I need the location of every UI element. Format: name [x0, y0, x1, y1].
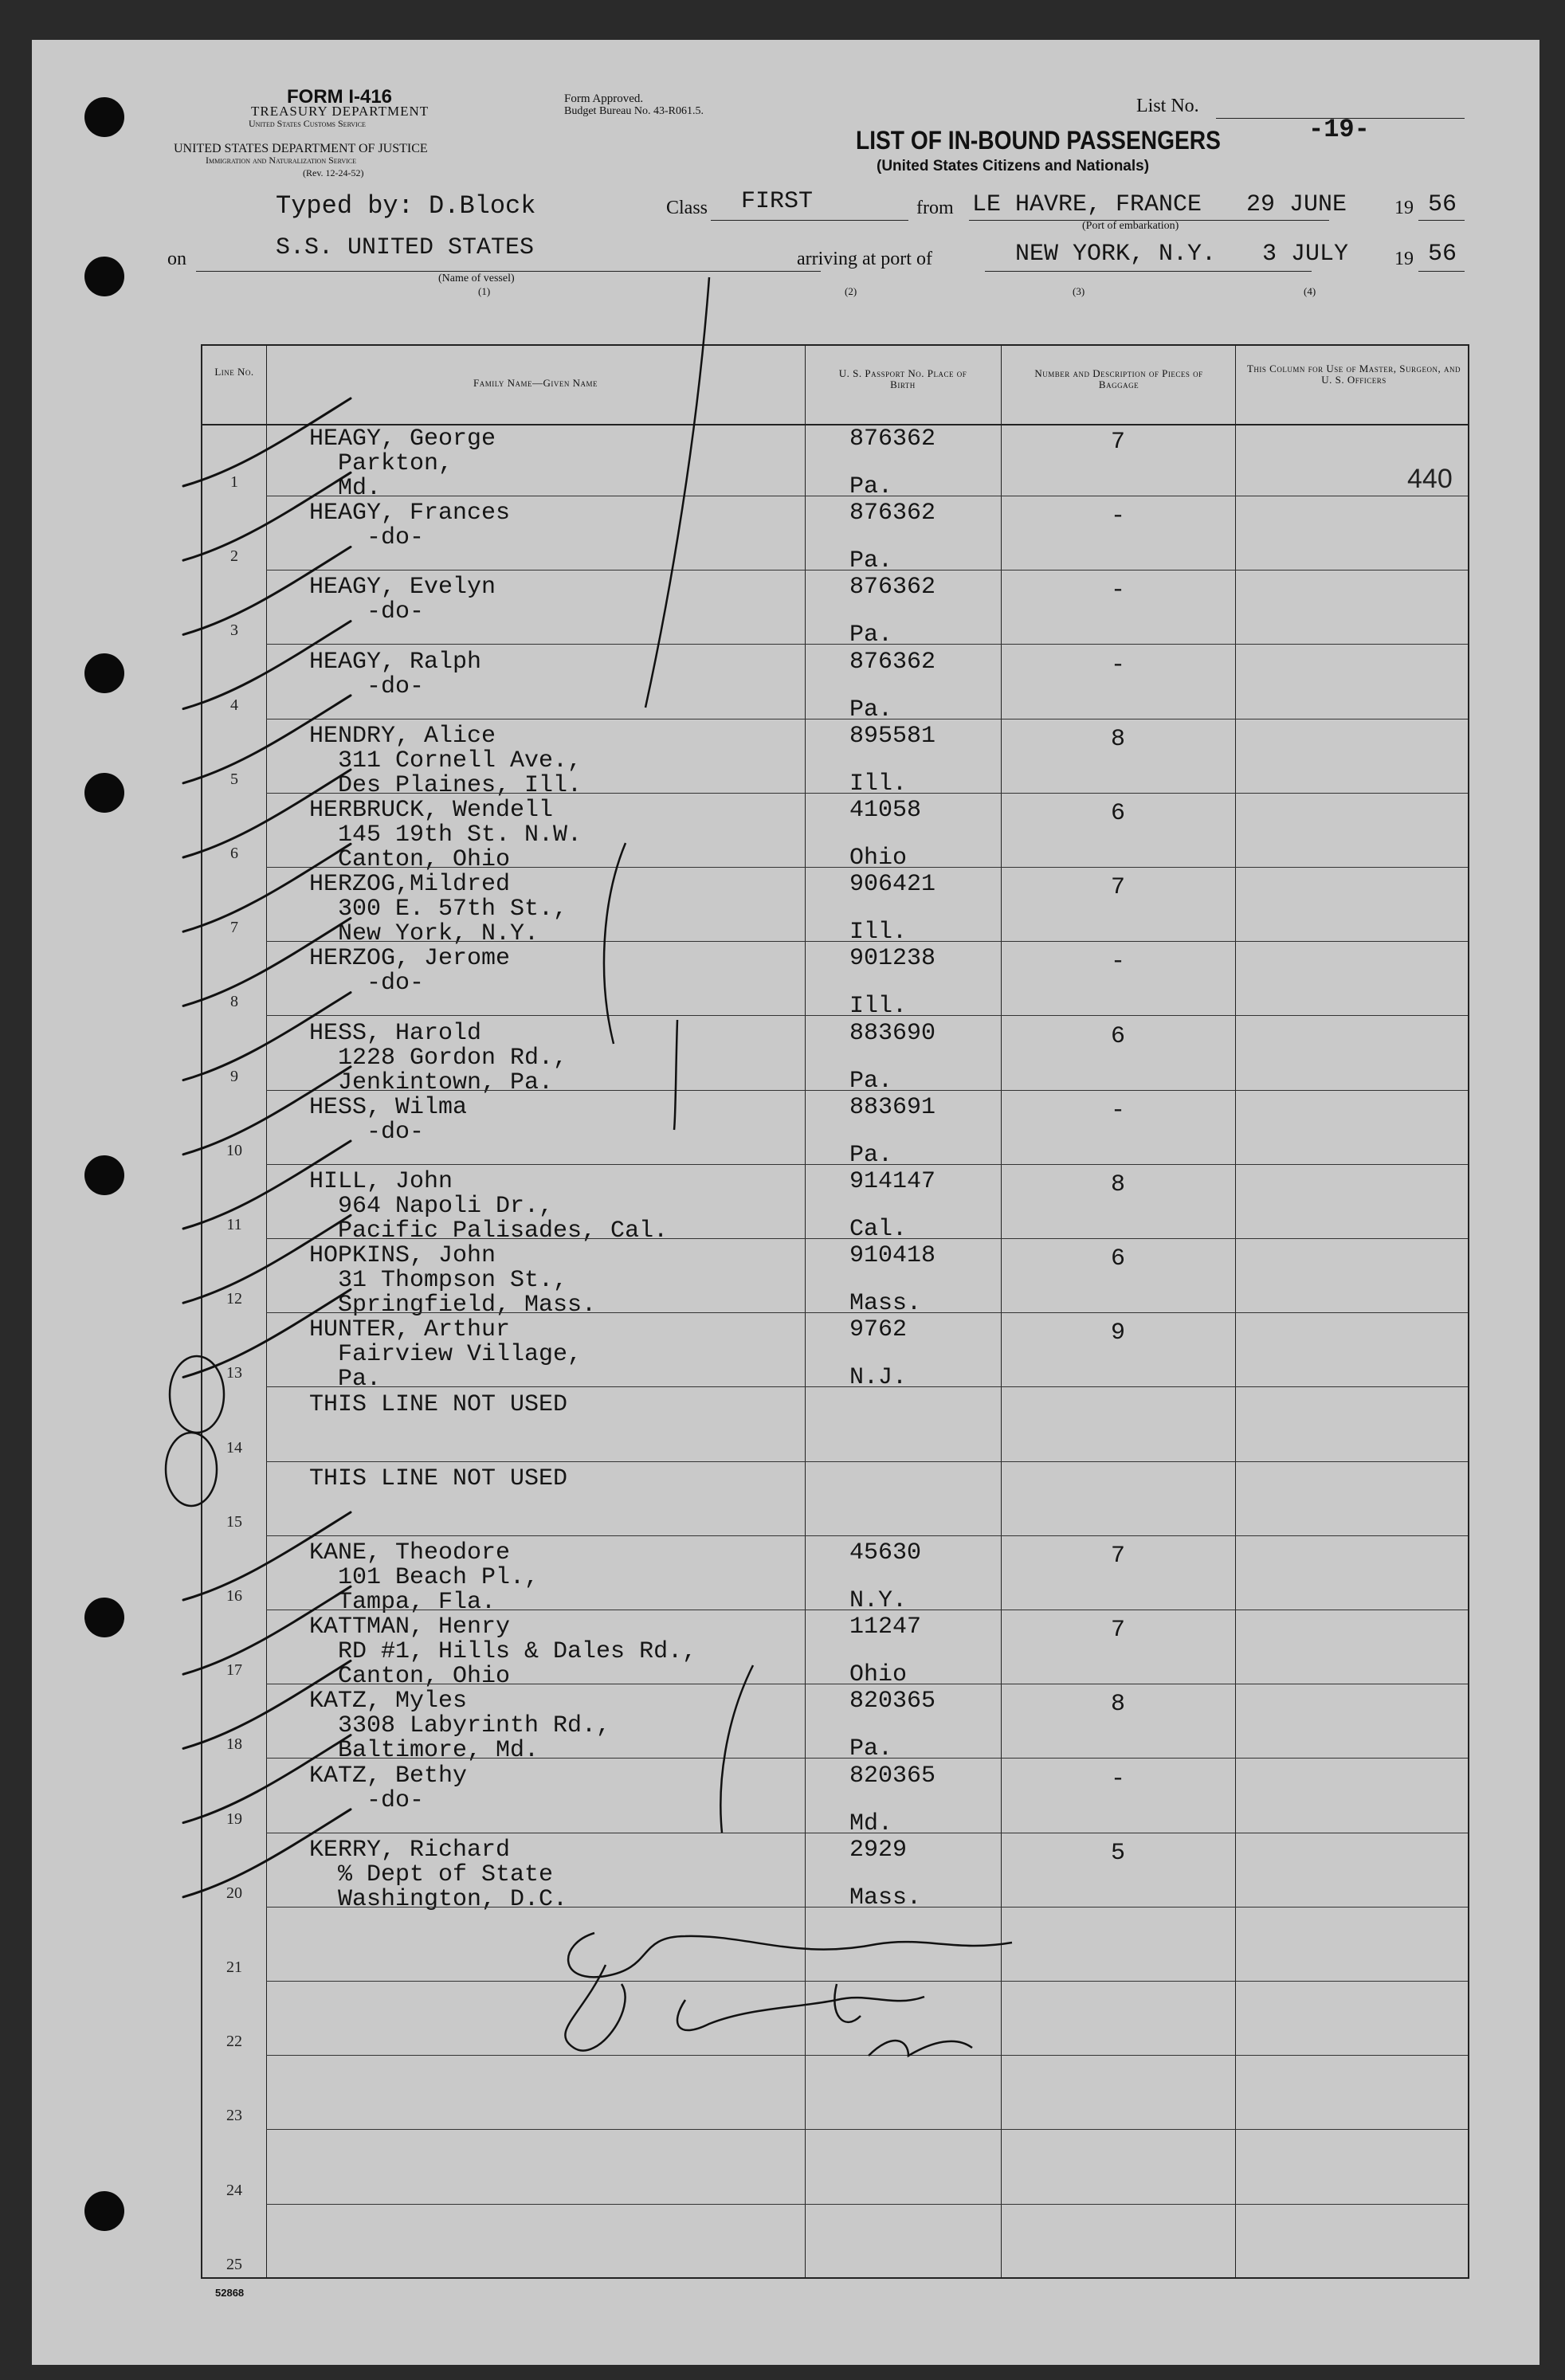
passenger-address: Baltimore, Md. [309, 1737, 539, 1765]
table-row [202, 2132, 1468, 2206]
passenger-name: THIS LINE NOT USED [309, 1464, 568, 1492]
table-row [202, 1464, 1468, 1538]
table-row [202, 1983, 1468, 2057]
list-title: LIST OF IN-BOUND PASSENGERS [856, 126, 1221, 155]
col-header-officers: This Column for Use of Master, Surgeon, and U. S. Officers [1246, 363, 1461, 386]
place-of-birth: Md. [849, 1810, 893, 1837]
revision: (Rev. 12-24-52) [303, 167, 364, 178]
line-number: 20 [226, 1884, 242, 1902]
place-of-birth: Ill. [849, 919, 908, 947]
passport-number: 2929 [849, 1836, 908, 1864]
line-number: 14 [226, 1438, 242, 1457]
line-number: 23 [226, 2107, 242, 2125]
line-number: 11 [226, 1216, 242, 1233]
passenger-name: KATZ, Myles [309, 1688, 468, 1715]
baggage-count: - [1111, 651, 1126, 679]
line-number: 1 [230, 473, 238, 491]
row-divider [266, 2129, 1468, 2130]
col-header-baggage: Number and Description of Pieces of Baggage [1034, 367, 1203, 390]
table-row [202, 1166, 1468, 1245]
passenger-address: Parkton, [309, 450, 453, 477]
binder-hole [84, 1598, 124, 1637]
table-row [202, 1761, 1468, 1835]
line-number: 15 [226, 1512, 242, 1531]
list-no-value: -19- [1308, 115, 1370, 144]
passenger-name: HENDRY, Alice [309, 722, 496, 750]
table-row [202, 2206, 1468, 2280]
row-divider [266, 793, 1468, 794]
passenger-address: 1228 Gordon Rd., [309, 1044, 568, 1072]
binder-hole [84, 97, 124, 137]
passenger-address: Jenkintown, Pa. [309, 1068, 554, 1096]
row-divider [266, 1461, 1468, 1462]
baggage-count: 6 [1111, 800, 1126, 827]
line-number: 4 [230, 696, 238, 714]
table-row [202, 2057, 1468, 2131]
line-number: 7 [230, 919, 238, 937]
passenger-address: Tampa, Fla. [309, 1589, 496, 1616]
line-number: 2 [230, 547, 238, 566]
binder-hole [84, 257, 124, 296]
col-num-3: (3) [1073, 285, 1085, 297]
baggage-count: 8 [1111, 1691, 1126, 1719]
table-row [202, 1612, 1468, 1691]
place-of-birth: Pa. [849, 1735, 893, 1763]
passenger-address: -do- [309, 970, 425, 998]
baggage-count: - [1111, 1765, 1126, 1793]
from-date: 29 JUNE [1246, 191, 1347, 218]
passport-number: 901238 [849, 945, 936, 973]
row-divider [266, 1312, 1468, 1313]
baggage-count: 7 [1111, 1617, 1126, 1645]
passenger-address: -do- [309, 672, 425, 700]
passenger-name: HESS, Wilma [309, 1093, 468, 1121]
table-row [202, 1092, 1468, 1169]
baggage-count: 8 [1111, 1171, 1126, 1198]
row-divider [266, 2055, 1468, 2056]
arrival-port: NEW YORK, N.Y. [1015, 241, 1217, 268]
row-divider [266, 1907, 1468, 1908]
passenger-address: -do- [309, 598, 425, 626]
row-divider [266, 941, 1468, 942]
passenger-address: Fairview Village, [309, 1341, 582, 1369]
passport-number: 41058 [849, 797, 922, 824]
passenger-address: 31 Thompson St., [309, 1267, 568, 1295]
table-row [202, 1390, 1468, 1464]
place-of-birth: Pa. [849, 1141, 893, 1169]
table-row [202, 1835, 1468, 1913]
arriving-label: arriving at port of [797, 249, 932, 269]
col-header-line-no: Line No. [214, 366, 254, 378]
row-divider [266, 1758, 1468, 1759]
passport-number: 11247 [849, 1613, 922, 1641]
col-num-2: (2) [845, 285, 857, 297]
passenger-address: Pa. [309, 1366, 382, 1394]
passenger-address: Canton, Ohio [309, 1663, 511, 1691]
row-divider [266, 1090, 1468, 1091]
passenger-address: 3308 Labyrinth Rd., [309, 1712, 611, 1740]
place-of-birth: Mass. [849, 1290, 922, 1318]
passenger-address: Md. [309, 475, 382, 502]
line-number: 17 [226, 1661, 242, 1680]
passenger-table [201, 344, 1469, 2279]
baggage-count: - [1111, 503, 1126, 531]
passenger-name: KERRY, Richard [309, 1836, 511, 1864]
col-header-passport: U. S. Passport No. Place of Birth [838, 367, 967, 390]
form-approved: Form Approved. [564, 92, 644, 105]
table-row [202, 1315, 1468, 1394]
ins-service: Immigration and Naturalization Service [206, 155, 357, 166]
table-row [202, 498, 1468, 575]
line-number: 3 [230, 621, 238, 640]
place-of-birth: Pa. [849, 1067, 893, 1095]
passenger-address: RD #1, Hills & Dales Rd., [309, 1638, 697, 1666]
line-number: 19 [226, 1810, 242, 1828]
line-number: 16 [226, 1587, 242, 1605]
table-row [202, 1686, 1468, 1765]
table-row [202, 1241, 1468, 1319]
baggage-count: - [1111, 1096, 1126, 1124]
place-of-birth: Pa. [849, 621, 893, 649]
from-label: from [916, 198, 954, 218]
passport-number: 906421 [849, 871, 936, 899]
passenger-name: HEAGY, Ralph [309, 648, 482, 676]
passenger-name: KATTMAN, Henry [309, 1613, 511, 1641]
binder-hole [84, 1155, 124, 1195]
line-number: 10 [226, 1141, 242, 1159]
passenger-address: 311 Cornell Ave., [309, 747, 582, 774]
from-year-prefix: 19 [1394, 198, 1414, 218]
passport-number: 883691 [849, 1093, 936, 1121]
class-label: Class [666, 198, 708, 218]
place-of-birth: Mass. [849, 1884, 922, 1911]
line-number: 25 [226, 2255, 242, 2273]
line-number: 6 [230, 845, 238, 862]
arrival-date: 3 JULY [1262, 241, 1349, 268]
baggage-count: 6 [1111, 1022, 1126, 1050]
line-number: 13 [226, 1364, 242, 1382]
line-number: 21 [226, 1959, 242, 1976]
row-divider [266, 1238, 1468, 1239]
place-of-birth: Pa. [849, 696, 893, 723]
passenger-address: -do- [309, 1786, 425, 1814]
footer-code: 52868 [215, 2287, 245, 2299]
port-of-embarkation-caption: (Port of embarkation) [1082, 220, 1179, 232]
vessel-name: S.S. UNITED STATES [276, 234, 535, 261]
line-number: 22 [226, 2033, 242, 2051]
passport-number: 820365 [849, 1762, 936, 1790]
place-of-birth: Pa. [849, 473, 893, 500]
row-divider [266, 644, 1468, 645]
row-divider [266, 2204, 1468, 2205]
passenger-name: HESS, Harold [309, 1019, 482, 1047]
passenger-name: HERZOG, Jerome [309, 945, 511, 973]
passenger-name: KATZ, Bethy [309, 1762, 468, 1790]
passenger-name: THIS LINE NOT USED [309, 1390, 568, 1418]
baggage-count: 6 [1111, 1245, 1126, 1273]
vessel-caption: (Name of vessel) [438, 273, 515, 284]
table-row [202, 424, 1468, 502]
passenger-address: 964 Napoli Dr., [309, 1193, 554, 1220]
passenger-address: Des Plaines, Ill. [309, 771, 582, 799]
place-of-birth: Pa. [849, 547, 893, 575]
table-row [202, 647, 1468, 721]
budget-bureau: Budget Bureau No. 43-R061.5. [564, 105, 704, 117]
row-divider [266, 867, 1468, 868]
row-divider [266, 1164, 1468, 1165]
row-divider [266, 1015, 1468, 1016]
line-number: 5 [230, 770, 238, 788]
passport-number: 895581 [849, 722, 936, 750]
binder-hole [84, 653, 124, 693]
baggage-count: 9 [1111, 1319, 1126, 1347]
line-number: 8 [230, 993, 238, 1011]
passport-number: 876362 [849, 500, 936, 527]
baggage-count: 7 [1111, 874, 1126, 902]
typed-by: Typed by: D.Block [276, 191, 536, 221]
form-sheet [32, 40, 1540, 2365]
passenger-name: HEAGY, Frances [309, 500, 511, 527]
binder-hole [84, 773, 124, 813]
passport-number: 910418 [849, 1242, 936, 1270]
list-no-label: List No. [1136, 96, 1199, 116]
passport-number: 45630 [849, 1539, 922, 1566]
line-number: 18 [226, 1735, 242, 1754]
passenger-address: Washington, D.C. [309, 1885, 568, 1913]
passenger-address: Canton, Ohio [309, 846, 511, 873]
baggage-count: 8 [1111, 725, 1126, 753]
passport-number: 876362 [849, 648, 936, 676]
passenger-address: 145 19th St. N.W. [309, 821, 582, 849]
passenger-address: Springfield, Mass. [309, 1292, 597, 1319]
baggage-count: - [1111, 577, 1126, 605]
table-row [202, 1538, 1468, 1616]
line-number: 24 [226, 2181, 242, 2199]
passenger-address: % Dept of State [309, 1860, 554, 1888]
baggage-count: - [1111, 948, 1126, 976]
customs-service: United States Customs Service [249, 118, 366, 129]
place-of-birth: N.J. [849, 1364, 908, 1392]
passenger-address: New York, N.Y. [309, 920, 539, 948]
place-of-birth: Ill. [849, 993, 908, 1021]
place-of-birth: Ill. [849, 770, 908, 798]
baggage-count: 5 [1111, 1839, 1126, 1867]
line-number: 12 [226, 1290, 242, 1308]
on-label: on [167, 249, 186, 269]
form-id: FORM I-416 [287, 86, 393, 108]
passport-number: 914147 [849, 1168, 936, 1195]
row-divider [266, 1386, 1468, 1387]
place-of-birth: Ohio [849, 845, 908, 872]
row-divider [266, 1981, 1468, 1982]
table-row [202, 943, 1468, 1021]
table-row [202, 795, 1468, 873]
passenger-name: HEAGY, Evelyn [309, 574, 496, 602]
table-row [202, 1018, 1468, 1096]
passport-number: 876362 [849, 425, 936, 453]
row-divider [266, 1535, 1468, 1536]
passenger-name: KANE, Theodore [309, 1539, 511, 1566]
passenger-name: HUNTER, Arthur [309, 1316, 511, 1344]
table-row [202, 869, 1468, 948]
passenger-name: HOPKINS, John [309, 1242, 496, 1270]
justice-dept: UNITED STATES DEPARTMENT OF JUSTICE [174, 142, 428, 155]
table-row [202, 721, 1468, 799]
table-row [202, 572, 1468, 649]
passenger-name: HEAGY, George [309, 425, 496, 453]
passport-number: 820365 [849, 1688, 936, 1715]
passport-number: 9762 [849, 1316, 908, 1344]
table-row [202, 1909, 1468, 1983]
binder-hole [84, 2191, 124, 2231]
passenger-name: HERBRUCK, Wendell [309, 797, 554, 824]
passport-number: 876362 [849, 574, 936, 602]
passenger-address: Pacific Palisades, Cal. [309, 1217, 669, 1245]
place-of-birth: Ohio [849, 1661, 908, 1689]
officer-annotation: 440 [1407, 464, 1453, 494]
passenger-name: HERZOG,Mildred [309, 871, 511, 899]
class-value: FIRST [741, 188, 814, 215]
from-port: LE HAVRE, FRANCE [972, 191, 1202, 218]
place-of-birth: N.Y. [849, 1587, 908, 1614]
baggage-count: 7 [1111, 1543, 1126, 1570]
passenger-address: -do- [309, 1118, 425, 1146]
list-subtitle: (United States Citizens and Nationals) [877, 158, 1150, 174]
col-num-4: (4) [1304, 285, 1316, 297]
treasury-dept: TREASURY DEPARTMENT [251, 104, 429, 119]
from-year: 56 [1428, 191, 1457, 218]
place-of-birth: Cal. [849, 1216, 908, 1243]
passenger-address: -do- [309, 524, 425, 552]
passenger-name: HILL, John [309, 1168, 453, 1195]
line-number: 9 [230, 1067, 238, 1085]
col-num-1: (1) [478, 285, 491, 297]
passenger-address: 300 E. 57th St., [309, 896, 568, 923]
arrival-year-prefix: 19 [1394, 249, 1414, 269]
baggage-count: 7 [1111, 429, 1126, 456]
passport-number: 883690 [849, 1019, 936, 1047]
col-header-name: Family Name—Given Name [473, 377, 598, 389]
passenger-address: 101 Beach Pl., [309, 1564, 539, 1591]
arrival-year: 56 [1428, 241, 1457, 268]
